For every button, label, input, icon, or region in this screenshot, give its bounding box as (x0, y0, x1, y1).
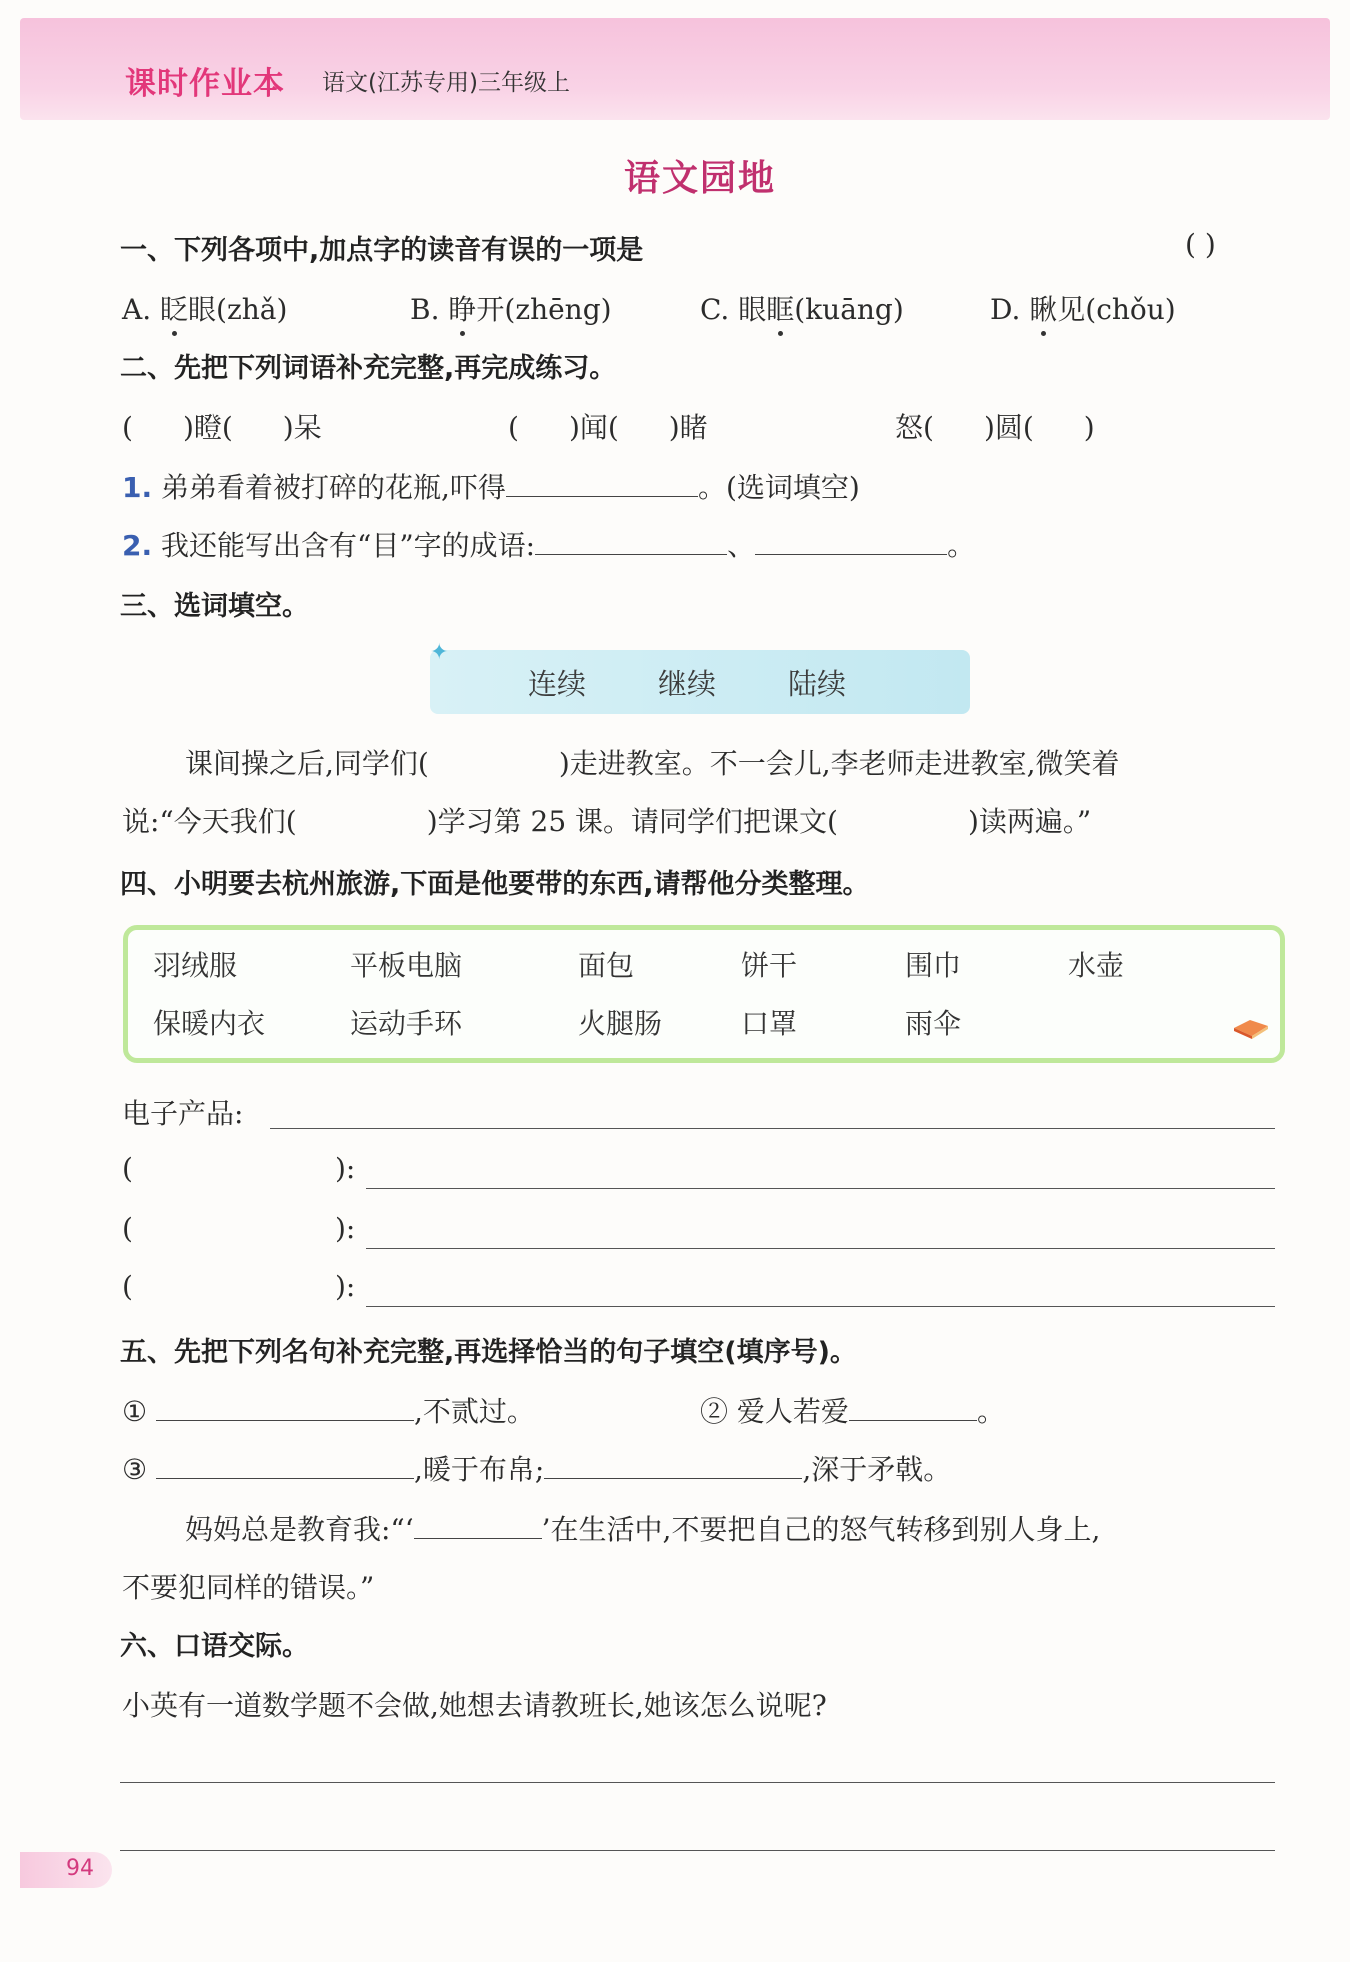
item: 平板电脑 (350, 949, 463, 982)
q5-s1-blank[interactable] (156, 1394, 414, 1421)
q5-sentence-1: ① ,不贰过。 (122, 1395, 535, 1428)
q2-heading: 二、先把下列词语补充完整,再完成练习。 (120, 353, 617, 384)
q3-word-2: 继续 (658, 667, 717, 701)
item: 面包 (578, 949, 635, 982)
item: 运动手环 (350, 1007, 463, 1040)
q4-category-paren-close: ): (335, 1270, 356, 1303)
q3-word-1: 连续 (528, 667, 587, 701)
q2-word-1: ( )瞪( )呆 (122, 411, 322, 444)
q3-heading: 三、选词填空。 (120, 591, 309, 622)
q6-heading: 六、口语交际。 (120, 1631, 309, 1662)
q4-category-paren-open: ( (122, 1270, 133, 1303)
q5-s2-blank[interactable] (849, 1394, 977, 1421)
q3-word-3: 陆续 (788, 667, 847, 701)
q4-category-paren-close: ): (335, 1212, 356, 1245)
q4-category-paren-open: ( (122, 1212, 133, 1245)
q5-sentence-2: ② 爱人若爱 。 (700, 1395, 1005, 1428)
sparkle-icon: ✦ (430, 640, 449, 665)
q4-heading: 四、小明要去杭州旅游,下面是他要带的东西,请帮他分类整理。 (120, 869, 870, 900)
q5-sentence-3: ③ ,暖于布帛; ,深于矛戟。 (122, 1453, 952, 1486)
q4-item-box (123, 925, 1285, 1063)
brand-title: 课时作业本 (125, 66, 285, 102)
q5-paragraph-line-1: 妈妈总是教育我:“‘ ’在生活中,不要把自己的怒气转移到别人身上, (185, 1513, 1101, 1546)
answer-line[interactable] (270, 1128, 1275, 1129)
q1-option-b: B. 睁开(zhēng) (410, 288, 612, 328)
item: 饼干 (741, 949, 798, 982)
q2-sub2-blank-2[interactable] (755, 528, 947, 555)
q4-category-paren-close: ): (335, 1152, 356, 1185)
q1-heading: 一、下列各项中,加点字的读音有误的一项是 (120, 235, 644, 266)
subject-label: 语文(江苏专用)三年级上 (322, 70, 570, 96)
q1-option-d: D. 瞅见(chǒu) (990, 288, 1176, 328)
item: 羽绒服 (153, 949, 238, 982)
item: 水壶 (1068, 949, 1125, 982)
item: 保暖内衣 (153, 1007, 266, 1040)
q2-sub1-blank[interactable] (506, 470, 698, 497)
answer-line[interactable] (366, 1248, 1275, 1249)
answer-line[interactable] (366, 1188, 1275, 1189)
q1-option-c: C. 眼眶(kuāng) (700, 288, 904, 328)
q3-paragraph-line-1: 课间操之后,同学们( )走进教室。不一会儿,李老师走进教室,微笑着 (185, 747, 1120, 780)
item: 火腿肠 (578, 1007, 663, 1040)
q5-p1-blank[interactable] (414, 1512, 542, 1539)
page-number: 94 (66, 1856, 94, 1881)
q2-word-3: 怒( )圆( ) (895, 411, 1095, 444)
q5-s3-blank-1[interactable] (156, 1452, 414, 1479)
q3-word-box (430, 650, 970, 714)
q5-s3-blank-2[interactable] (544, 1452, 802, 1479)
q2-sub-1: 1. 弟弟看着被打碎的花瓶,吓得 。(选词填空) (122, 471, 860, 504)
answer-line[interactable] (120, 1850, 1275, 1851)
q2-sub-2: 2. 我还能写出含有“目”字的成语: 、 。 (122, 529, 976, 562)
q3-paragraph-line-2: 说:“今天我们( )学习第 25 课。请同学们把课文( )读两遍。” (122, 805, 1092, 838)
item: 雨伞 (905, 1007, 962, 1040)
q6-question: 小英有一道数学题不会做,她想去请教班长,她该怎么说呢? (122, 1689, 827, 1722)
q2-sub2-blank-1[interactable] (535, 528, 727, 555)
q1-answer-paren: ( ) (1185, 228, 1216, 261)
q1-option-a: A. 眨眼(zhǎ) (122, 288, 287, 328)
page-title: 语文园地 (623, 158, 776, 199)
answer-line[interactable] (120, 1782, 1275, 1783)
q5-paragraph-line-2: 不要犯同样的错误。” (122, 1571, 375, 1604)
item: 口罩 (741, 1007, 798, 1040)
q4-category-paren-open: ( (122, 1152, 133, 1185)
q2-word-2: ( )闻( )睹 (508, 411, 708, 444)
q5-heading: 五、先把下列名句补充完整,再选择恰当的句子填空(填序号)。 (120, 1337, 857, 1368)
page-number-tab (20, 1852, 112, 1888)
answer-line[interactable] (366, 1306, 1275, 1307)
book-icon (1232, 1016, 1270, 1040)
q4-category-electronics: 电子产品: (122, 1097, 244, 1130)
item: 围巾 (905, 949, 962, 982)
